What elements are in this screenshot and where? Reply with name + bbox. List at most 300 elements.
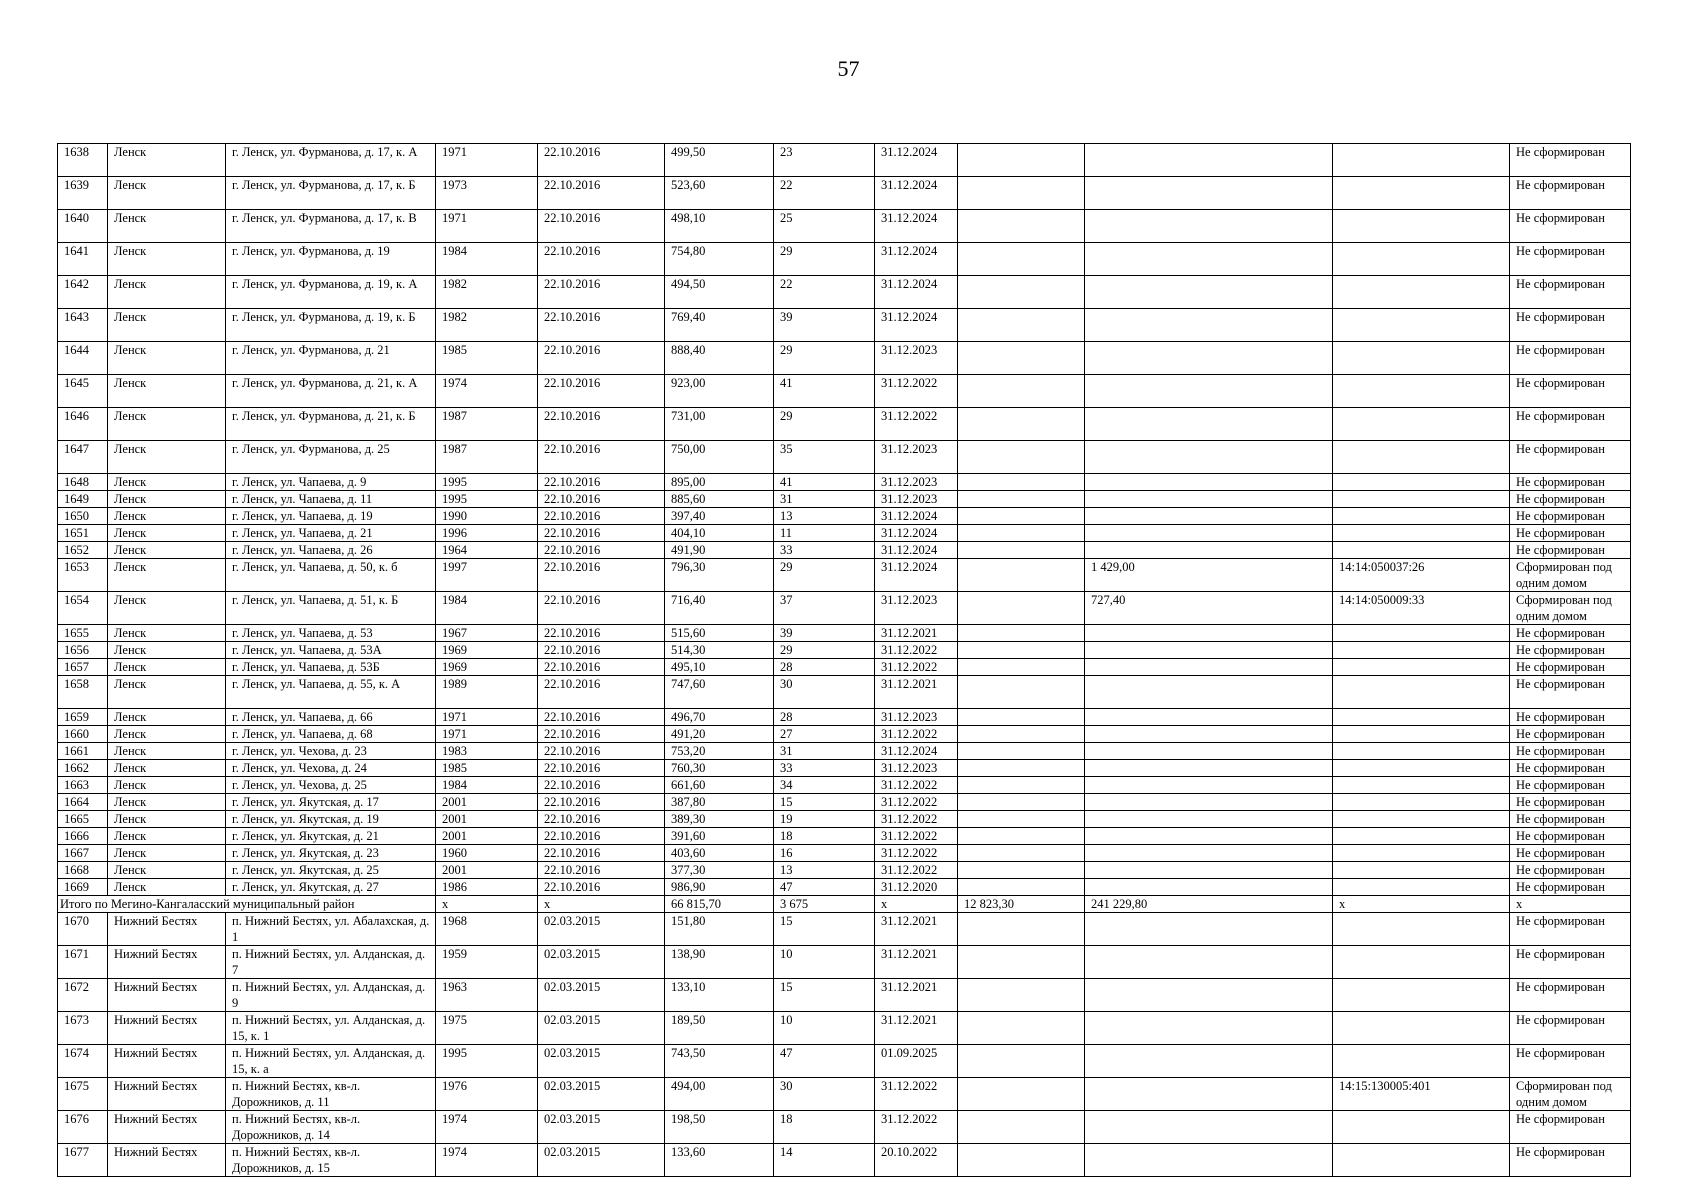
deadline-cell: 31.12.2023 bbox=[875, 342, 958, 375]
row-number-cell: 1673 bbox=[58, 1012, 108, 1045]
plot-area-cell bbox=[1085, 743, 1333, 760]
plot-status-cell: Не сформирован bbox=[1510, 777, 1631, 794]
residents-cell: 22 bbox=[774, 276, 875, 309]
locality-cell: Ленск bbox=[108, 777, 226, 794]
residents-cell: 30 bbox=[774, 676, 875, 709]
year-cell: 1986 bbox=[436, 879, 538, 896]
residents-cell: 11 bbox=[774, 525, 875, 542]
date-cell: 22.10.2016 bbox=[538, 777, 665, 794]
residents-cell: 18 bbox=[774, 1111, 875, 1144]
row-number-cell: 1658 bbox=[58, 676, 108, 709]
table-row bbox=[58, 542, 1631, 559]
locality-cell: Ленск bbox=[108, 508, 226, 525]
table-row bbox=[58, 177, 1631, 210]
row-number-cell: 1638 bbox=[58, 144, 108, 177]
deadline-cell: 31.12.2024 bbox=[875, 177, 958, 210]
residents-cell: 19 bbox=[774, 811, 875, 828]
total-plot-area-cell: 241 229,80 bbox=[1085, 896, 1333, 913]
date-cell: 02.03.2015 bbox=[538, 1012, 665, 1045]
plot-status-cell: Не сформирован bbox=[1510, 913, 1631, 946]
row-number-cell: 1674 bbox=[58, 1045, 108, 1078]
row-number-cell: 1662 bbox=[58, 760, 108, 777]
area-cell: 133,60 bbox=[665, 1144, 774, 1177]
address-cell: п. Нижний Бестях, ул. Алданская, д. 15, к. 1 bbox=[226, 1012, 436, 1045]
table-row bbox=[58, 1144, 1631, 1177]
land-area-cell bbox=[958, 592, 1085, 625]
address-cell: г. Ленск, ул. Чапаева, д. 51, к. Б bbox=[226, 592, 436, 625]
locality-cell: Нижний Бестях bbox=[108, 946, 226, 979]
year-cell: 1960 bbox=[436, 845, 538, 862]
address-cell: г. Ленск, ул. Фурманова, д. 25 bbox=[226, 441, 436, 474]
date-cell: 22.10.2016 bbox=[538, 309, 665, 342]
plot-status-cell: Не сформирован bbox=[1510, 1045, 1631, 1078]
deadline-cell: 31.12.2024 bbox=[875, 144, 958, 177]
cadastral-number-cell bbox=[1333, 794, 1510, 811]
plot-area-cell bbox=[1085, 979, 1333, 1012]
plot-status-cell: Не сформирован bbox=[1510, 210, 1631, 243]
land-area-cell bbox=[958, 828, 1085, 845]
area-cell: 895,00 bbox=[665, 474, 774, 491]
year-cell: 1964 bbox=[436, 542, 538, 559]
plot-area-cell bbox=[1085, 913, 1333, 946]
plot-status-cell: Не сформирован bbox=[1510, 508, 1631, 525]
table-row bbox=[58, 276, 1631, 309]
plot-status-cell: Не сформирован bbox=[1510, 862, 1631, 879]
total-cadastral-cell: x bbox=[1333, 896, 1510, 913]
table-row bbox=[58, 474, 1631, 491]
table-row bbox=[58, 946, 1631, 979]
row-number-cell: 1640 bbox=[58, 210, 108, 243]
row-number-cell: 1646 bbox=[58, 408, 108, 441]
address-cell: г. Ленск, ул. Якутская, д. 21 bbox=[226, 828, 436, 845]
address-cell: п. Нижний Бестях, кв-л. Дорожников, д. 11 bbox=[226, 1078, 436, 1111]
residents-cell: 29 bbox=[774, 559, 875, 592]
plot-area-cell bbox=[1085, 309, 1333, 342]
year-cell: 1985 bbox=[436, 760, 538, 777]
land-area-cell bbox=[958, 777, 1085, 794]
residents-cell: 13 bbox=[774, 862, 875, 879]
row-number-cell: 1670 bbox=[58, 913, 108, 946]
land-area-cell bbox=[958, 794, 1085, 811]
cadastral-number-cell bbox=[1333, 709, 1510, 726]
date-cell: 22.10.2016 bbox=[538, 491, 665, 508]
residents-cell: 22 bbox=[774, 177, 875, 210]
cadastral-number-cell bbox=[1333, 1111, 1510, 1144]
table-row bbox=[58, 862, 1631, 879]
residents-cell: 41 bbox=[774, 375, 875, 408]
plot-area-cell bbox=[1085, 542, 1333, 559]
year-cell: 2001 bbox=[436, 862, 538, 879]
deadline-cell: 31.12.2024 bbox=[875, 525, 958, 542]
date-cell: 22.10.2016 bbox=[538, 408, 665, 441]
plot-status-cell: Не сформирован bbox=[1510, 474, 1631, 491]
locality-cell: Ленск bbox=[108, 309, 226, 342]
table-row bbox=[58, 508, 1631, 525]
plot-area-cell bbox=[1085, 811, 1333, 828]
row-number-cell: 1669 bbox=[58, 879, 108, 896]
total-area-cell: 66 815,70 bbox=[665, 896, 774, 913]
residents-cell: 18 bbox=[774, 828, 875, 845]
land-area-cell bbox=[958, 491, 1085, 508]
date-cell: 22.10.2016 bbox=[538, 811, 665, 828]
cadastral-number-cell bbox=[1333, 862, 1510, 879]
area-cell: 133,10 bbox=[665, 979, 774, 1012]
date-cell: 22.10.2016 bbox=[538, 676, 665, 709]
residents-cell: 33 bbox=[774, 542, 875, 559]
residents-cell: 34 bbox=[774, 777, 875, 794]
year-cell: 1995 bbox=[436, 1045, 538, 1078]
date-cell: 02.03.2015 bbox=[538, 946, 665, 979]
date-cell: 22.10.2016 bbox=[538, 642, 665, 659]
land-area-cell bbox=[958, 441, 1085, 474]
deadline-cell: 31.12.2024 bbox=[875, 210, 958, 243]
row-number-cell: 1651 bbox=[58, 525, 108, 542]
plot-area-cell: 1 429,00 bbox=[1085, 559, 1333, 592]
address-cell: г. Ленск, ул. Якутская, д. 17 bbox=[226, 794, 436, 811]
row-number-cell: 1676 bbox=[58, 1111, 108, 1144]
date-cell: 22.10.2016 bbox=[538, 525, 665, 542]
locality-cell: Ленск bbox=[108, 559, 226, 592]
year-cell: 1985 bbox=[436, 342, 538, 375]
area-cell: 716,40 bbox=[665, 592, 774, 625]
address-cell: п. Нижний Бестях, кв-л. Дорожников, д. 14 bbox=[226, 1111, 436, 1144]
deadline-cell: 31.12.2020 bbox=[875, 879, 958, 896]
locality-cell: Ленск bbox=[108, 144, 226, 177]
locality-cell: Ленск bbox=[108, 625, 226, 642]
cadastral-number-cell bbox=[1333, 760, 1510, 777]
table-row bbox=[58, 525, 1631, 542]
year-cell: 1959 bbox=[436, 946, 538, 979]
plot-area-cell bbox=[1085, 625, 1333, 642]
area-cell: 769,40 bbox=[665, 309, 774, 342]
plot-status-cell: Не сформирован bbox=[1510, 659, 1631, 676]
address-cell: г. Ленск, ул. Фурманова, д. 17, к. В bbox=[226, 210, 436, 243]
plot-area-cell bbox=[1085, 243, 1333, 276]
residents-cell: 41 bbox=[774, 474, 875, 491]
residents-cell: 39 bbox=[774, 625, 875, 642]
row-number-cell: 1644 bbox=[58, 342, 108, 375]
deadline-cell: 31.12.2023 bbox=[875, 491, 958, 508]
table-row bbox=[58, 777, 1631, 794]
cadastral-number-cell bbox=[1333, 879, 1510, 896]
land-area-cell bbox=[958, 676, 1085, 709]
locality-cell: Ленск bbox=[108, 743, 226, 760]
land-area-cell bbox=[958, 408, 1085, 441]
area-cell: 189,50 bbox=[665, 1012, 774, 1045]
deadline-cell: 31.12.2021 bbox=[875, 1012, 958, 1045]
table-row bbox=[58, 1111, 1631, 1144]
row-number-cell: 1665 bbox=[58, 811, 108, 828]
plot-status-cell: Не сформирован bbox=[1510, 625, 1631, 642]
land-area-cell bbox=[958, 525, 1085, 542]
year-cell: 1971 bbox=[436, 726, 538, 743]
area-cell: 397,40 bbox=[665, 508, 774, 525]
plot-area-cell bbox=[1085, 210, 1333, 243]
residents-cell: 29 bbox=[774, 243, 875, 276]
address-cell: г. Ленск, ул. Чапаева, д. 53А bbox=[226, 642, 436, 659]
deadline-cell: 31.12.2022 bbox=[875, 828, 958, 845]
deadline-cell: 31.12.2021 bbox=[875, 676, 958, 709]
row-number-cell: 1663 bbox=[58, 777, 108, 794]
area-cell: 888,40 bbox=[665, 342, 774, 375]
cadastral-number-cell bbox=[1333, 743, 1510, 760]
locality-cell: Ленск bbox=[108, 811, 226, 828]
plot-area-cell bbox=[1085, 777, 1333, 794]
residents-cell: 28 bbox=[774, 659, 875, 676]
land-area-cell bbox=[958, 946, 1085, 979]
deadline-cell: 31.12.2024 bbox=[875, 542, 958, 559]
table-row bbox=[58, 1078, 1631, 1111]
land-area-cell bbox=[958, 811, 1085, 828]
date-cell: 02.03.2015 bbox=[538, 913, 665, 946]
total-year-cell: x bbox=[436, 896, 538, 913]
plot-area-cell bbox=[1085, 726, 1333, 743]
residents-cell: 39 bbox=[774, 309, 875, 342]
locality-cell: Ленск bbox=[108, 408, 226, 441]
address-cell: г. Ленск, ул. Чехова, д. 25 bbox=[226, 777, 436, 794]
residents-cell: 37 bbox=[774, 592, 875, 625]
plot-area-cell bbox=[1085, 441, 1333, 474]
address-cell: г. Ленск, ул. Чапаева, д. 21 bbox=[226, 525, 436, 542]
year-cell: 1984 bbox=[436, 592, 538, 625]
table-row bbox=[58, 243, 1631, 276]
area-cell: 389,30 bbox=[665, 811, 774, 828]
plot-area-cell bbox=[1085, 760, 1333, 777]
year-cell: 1973 bbox=[436, 177, 538, 210]
date-cell: 22.10.2016 bbox=[538, 375, 665, 408]
page-number: 57 bbox=[837, 56, 860, 81]
locality-cell: Нижний Бестях bbox=[108, 1045, 226, 1078]
date-cell: 22.10.2016 bbox=[538, 625, 665, 642]
date-cell: 22.10.2016 bbox=[538, 542, 665, 559]
table-row bbox=[58, 559, 1631, 592]
address-cell: г. Ленск, ул. Фурманова, д. 21 bbox=[226, 342, 436, 375]
area-cell: 743,50 bbox=[665, 1045, 774, 1078]
row-number-cell: 1647 bbox=[58, 441, 108, 474]
row-number-cell: 1639 bbox=[58, 177, 108, 210]
row-number-cell: 1650 bbox=[58, 508, 108, 525]
land-area-cell bbox=[958, 508, 1085, 525]
plot-status-cell: Не сформирован bbox=[1510, 144, 1631, 177]
plot-area-cell bbox=[1085, 642, 1333, 659]
year-cell: 1971 bbox=[436, 709, 538, 726]
total-land-area-cell: 12 823,30 bbox=[958, 896, 1085, 913]
plot-area-cell bbox=[1085, 845, 1333, 862]
housing-register-table bbox=[57, 143, 1631, 1177]
land-area-cell bbox=[958, 1012, 1085, 1045]
year-cell: 1982 bbox=[436, 276, 538, 309]
area-cell: 753,20 bbox=[665, 743, 774, 760]
address-cell: г. Ленск, ул. Чапаева, д. 11 bbox=[226, 491, 436, 508]
cadastral-number-cell bbox=[1333, 676, 1510, 709]
cadastral-number-cell bbox=[1333, 309, 1510, 342]
area-cell: 747,60 bbox=[665, 676, 774, 709]
plot-status-cell: Не сформирован bbox=[1510, 408, 1631, 441]
table-row bbox=[58, 1045, 1631, 1078]
locality-cell: Ленск bbox=[108, 726, 226, 743]
year-cell: 1990 bbox=[436, 508, 538, 525]
area-cell: 498,10 bbox=[665, 210, 774, 243]
row-number-cell: 1653 bbox=[58, 559, 108, 592]
plot-status-cell: Не сформирован bbox=[1510, 276, 1631, 309]
area-cell: 515,60 bbox=[665, 625, 774, 642]
date-cell: 22.10.2016 bbox=[538, 794, 665, 811]
area-cell: 494,50 bbox=[665, 276, 774, 309]
plot-status-cell: Не сформирован bbox=[1510, 491, 1631, 508]
plot-area-cell bbox=[1085, 342, 1333, 375]
date-cell: 22.10.2016 bbox=[538, 828, 665, 845]
row-number-cell: 1660 bbox=[58, 726, 108, 743]
land-area-cell bbox=[958, 243, 1085, 276]
plot-status-cell: Не сформирован bbox=[1510, 375, 1631, 408]
locality-cell: Нижний Бестях bbox=[108, 1144, 226, 1177]
land-area-cell bbox=[958, 375, 1085, 408]
residents-cell: 31 bbox=[774, 491, 875, 508]
land-area-cell bbox=[958, 1144, 1085, 1177]
table-row bbox=[58, 828, 1631, 845]
deadline-cell: 31.12.2023 bbox=[875, 474, 958, 491]
cadastral-number-cell bbox=[1333, 811, 1510, 828]
deadline-cell: 31.12.2022 bbox=[875, 642, 958, 659]
row-number-cell: 1649 bbox=[58, 491, 108, 508]
address-cell: г. Ленск, ул. Чапаева, д. 68 bbox=[226, 726, 436, 743]
total-deadline-cell: x bbox=[875, 896, 958, 913]
plot-status-cell: Не сформирован bbox=[1510, 1144, 1631, 1177]
deadline-cell: 31.12.2022 bbox=[875, 811, 958, 828]
year-cell: 1968 bbox=[436, 913, 538, 946]
cadastral-number-cell bbox=[1333, 828, 1510, 845]
date-cell: 22.10.2016 bbox=[538, 760, 665, 777]
area-cell: 138,90 bbox=[665, 946, 774, 979]
locality-cell: Ленск bbox=[108, 642, 226, 659]
land-area-cell bbox=[958, 659, 1085, 676]
deadline-cell: 31.12.2022 bbox=[875, 1111, 958, 1144]
cadastral-number-cell bbox=[1333, 642, 1510, 659]
date-cell: 22.10.2016 bbox=[538, 177, 665, 210]
year-cell: 2001 bbox=[436, 794, 538, 811]
residents-cell: 23 bbox=[774, 144, 875, 177]
plot-status-cell: Не сформирован bbox=[1510, 342, 1631, 375]
deadline-cell: 31.12.2021 bbox=[875, 625, 958, 642]
deadline-cell: 31.12.2022 bbox=[875, 659, 958, 676]
plot-area-cell bbox=[1085, 1045, 1333, 1078]
area-cell: 377,30 bbox=[665, 862, 774, 879]
row-number-cell: 1666 bbox=[58, 828, 108, 845]
year-cell: 1987 bbox=[436, 408, 538, 441]
cadastral-number-cell bbox=[1333, 1144, 1510, 1177]
cadastral-number-cell bbox=[1333, 177, 1510, 210]
total-status-cell: x bbox=[1510, 896, 1631, 913]
deadline-cell: 31.12.2022 bbox=[875, 777, 958, 794]
plot-status-cell: Не сформирован bbox=[1510, 441, 1631, 474]
address-cell: г. Ленск, ул. Фурманова, д. 17, к. А bbox=[226, 144, 436, 177]
date-cell: 22.10.2016 bbox=[538, 276, 665, 309]
residents-cell: 29 bbox=[774, 408, 875, 441]
cadastral-number-cell: 14:14:050009:33 bbox=[1333, 592, 1510, 625]
plot-area-cell bbox=[1085, 1111, 1333, 1144]
year-cell: 1974 bbox=[436, 375, 538, 408]
locality-cell: Нижний Бестях bbox=[108, 1012, 226, 1045]
area-cell: 523,60 bbox=[665, 177, 774, 210]
table-row bbox=[58, 879, 1631, 896]
row-number-cell: 1668 bbox=[58, 862, 108, 879]
table-row bbox=[58, 408, 1631, 441]
table-row bbox=[58, 794, 1631, 811]
plot-status-cell: Сформирован под одним домом bbox=[1510, 1078, 1631, 1111]
row-number-cell: 1657 bbox=[58, 659, 108, 676]
deadline-cell: 31.12.2024 bbox=[875, 508, 958, 525]
plot-area-cell bbox=[1085, 177, 1333, 210]
cadastral-number-cell bbox=[1333, 845, 1510, 862]
table-row bbox=[58, 309, 1631, 342]
year-cell: 1971 bbox=[436, 210, 538, 243]
year-cell: 1995 bbox=[436, 474, 538, 491]
cadastral-number-cell bbox=[1333, 144, 1510, 177]
plot-area-cell bbox=[1085, 276, 1333, 309]
year-cell: 1984 bbox=[436, 243, 538, 276]
land-area-cell bbox=[958, 1111, 1085, 1144]
land-area-cell bbox=[958, 210, 1085, 243]
cadastral-number-cell bbox=[1333, 441, 1510, 474]
cadastral-number-cell bbox=[1333, 1045, 1510, 1078]
date-cell: 02.03.2015 bbox=[538, 1045, 665, 1078]
deadline-cell: 31.12.2024 bbox=[875, 559, 958, 592]
area-cell: 885,60 bbox=[665, 491, 774, 508]
area-cell: 151,80 bbox=[665, 913, 774, 946]
year-cell: 1969 bbox=[436, 642, 538, 659]
address-cell: г. Ленск, ул. Чапаева, д. 26 bbox=[226, 542, 436, 559]
area-cell: 198,50 bbox=[665, 1111, 774, 1144]
residents-cell: 28 bbox=[774, 709, 875, 726]
cadastral-number-cell bbox=[1333, 210, 1510, 243]
address-cell: г. Ленск, ул. Фурманова, д. 19 bbox=[226, 243, 436, 276]
locality-cell: Ленск bbox=[108, 474, 226, 491]
locality-cell: Ленск bbox=[108, 210, 226, 243]
year-cell: 1984 bbox=[436, 777, 538, 794]
table-row bbox=[58, 144, 1631, 177]
date-cell: 02.03.2015 bbox=[538, 1144, 665, 1177]
area-cell: 796,30 bbox=[665, 559, 774, 592]
cadastral-number-cell bbox=[1333, 659, 1510, 676]
residents-cell: 27 bbox=[774, 726, 875, 743]
row-number-cell: 1645 bbox=[58, 375, 108, 408]
locality-cell: Ленск bbox=[108, 441, 226, 474]
land-area-cell bbox=[958, 1078, 1085, 1111]
address-cell: г. Ленск, ул. Чапаева, д. 19 bbox=[226, 508, 436, 525]
residents-cell: 33 bbox=[774, 760, 875, 777]
address-cell: г. Ленск, ул. Фурманова, д. 19, к. Б bbox=[226, 309, 436, 342]
plot-status-cell: Не сформирован bbox=[1510, 309, 1631, 342]
date-cell: 22.10.2016 bbox=[538, 709, 665, 726]
address-cell: п. Нижний Бестях, ул. Алданская, д. 15, к. а bbox=[226, 1045, 436, 1078]
date-cell: 22.10.2016 bbox=[538, 559, 665, 592]
table-row bbox=[58, 726, 1631, 743]
date-cell: 22.10.2016 bbox=[538, 879, 665, 896]
plot-status-cell: Сформирован под одним домом bbox=[1510, 559, 1631, 592]
locality-cell: Ленск bbox=[108, 845, 226, 862]
land-area-cell bbox=[958, 642, 1085, 659]
table-row bbox=[58, 760, 1631, 777]
year-cell: 1982 bbox=[436, 309, 538, 342]
locality-cell: Нижний Бестях bbox=[108, 1111, 226, 1144]
land-area-cell bbox=[958, 913, 1085, 946]
land-area-cell bbox=[958, 743, 1085, 760]
row-number-cell: 1654 bbox=[58, 592, 108, 625]
plot-area-cell bbox=[1085, 862, 1333, 879]
area-cell: 494,00 bbox=[665, 1078, 774, 1111]
locality-cell: Ленск bbox=[108, 276, 226, 309]
cadastral-number-cell bbox=[1333, 542, 1510, 559]
